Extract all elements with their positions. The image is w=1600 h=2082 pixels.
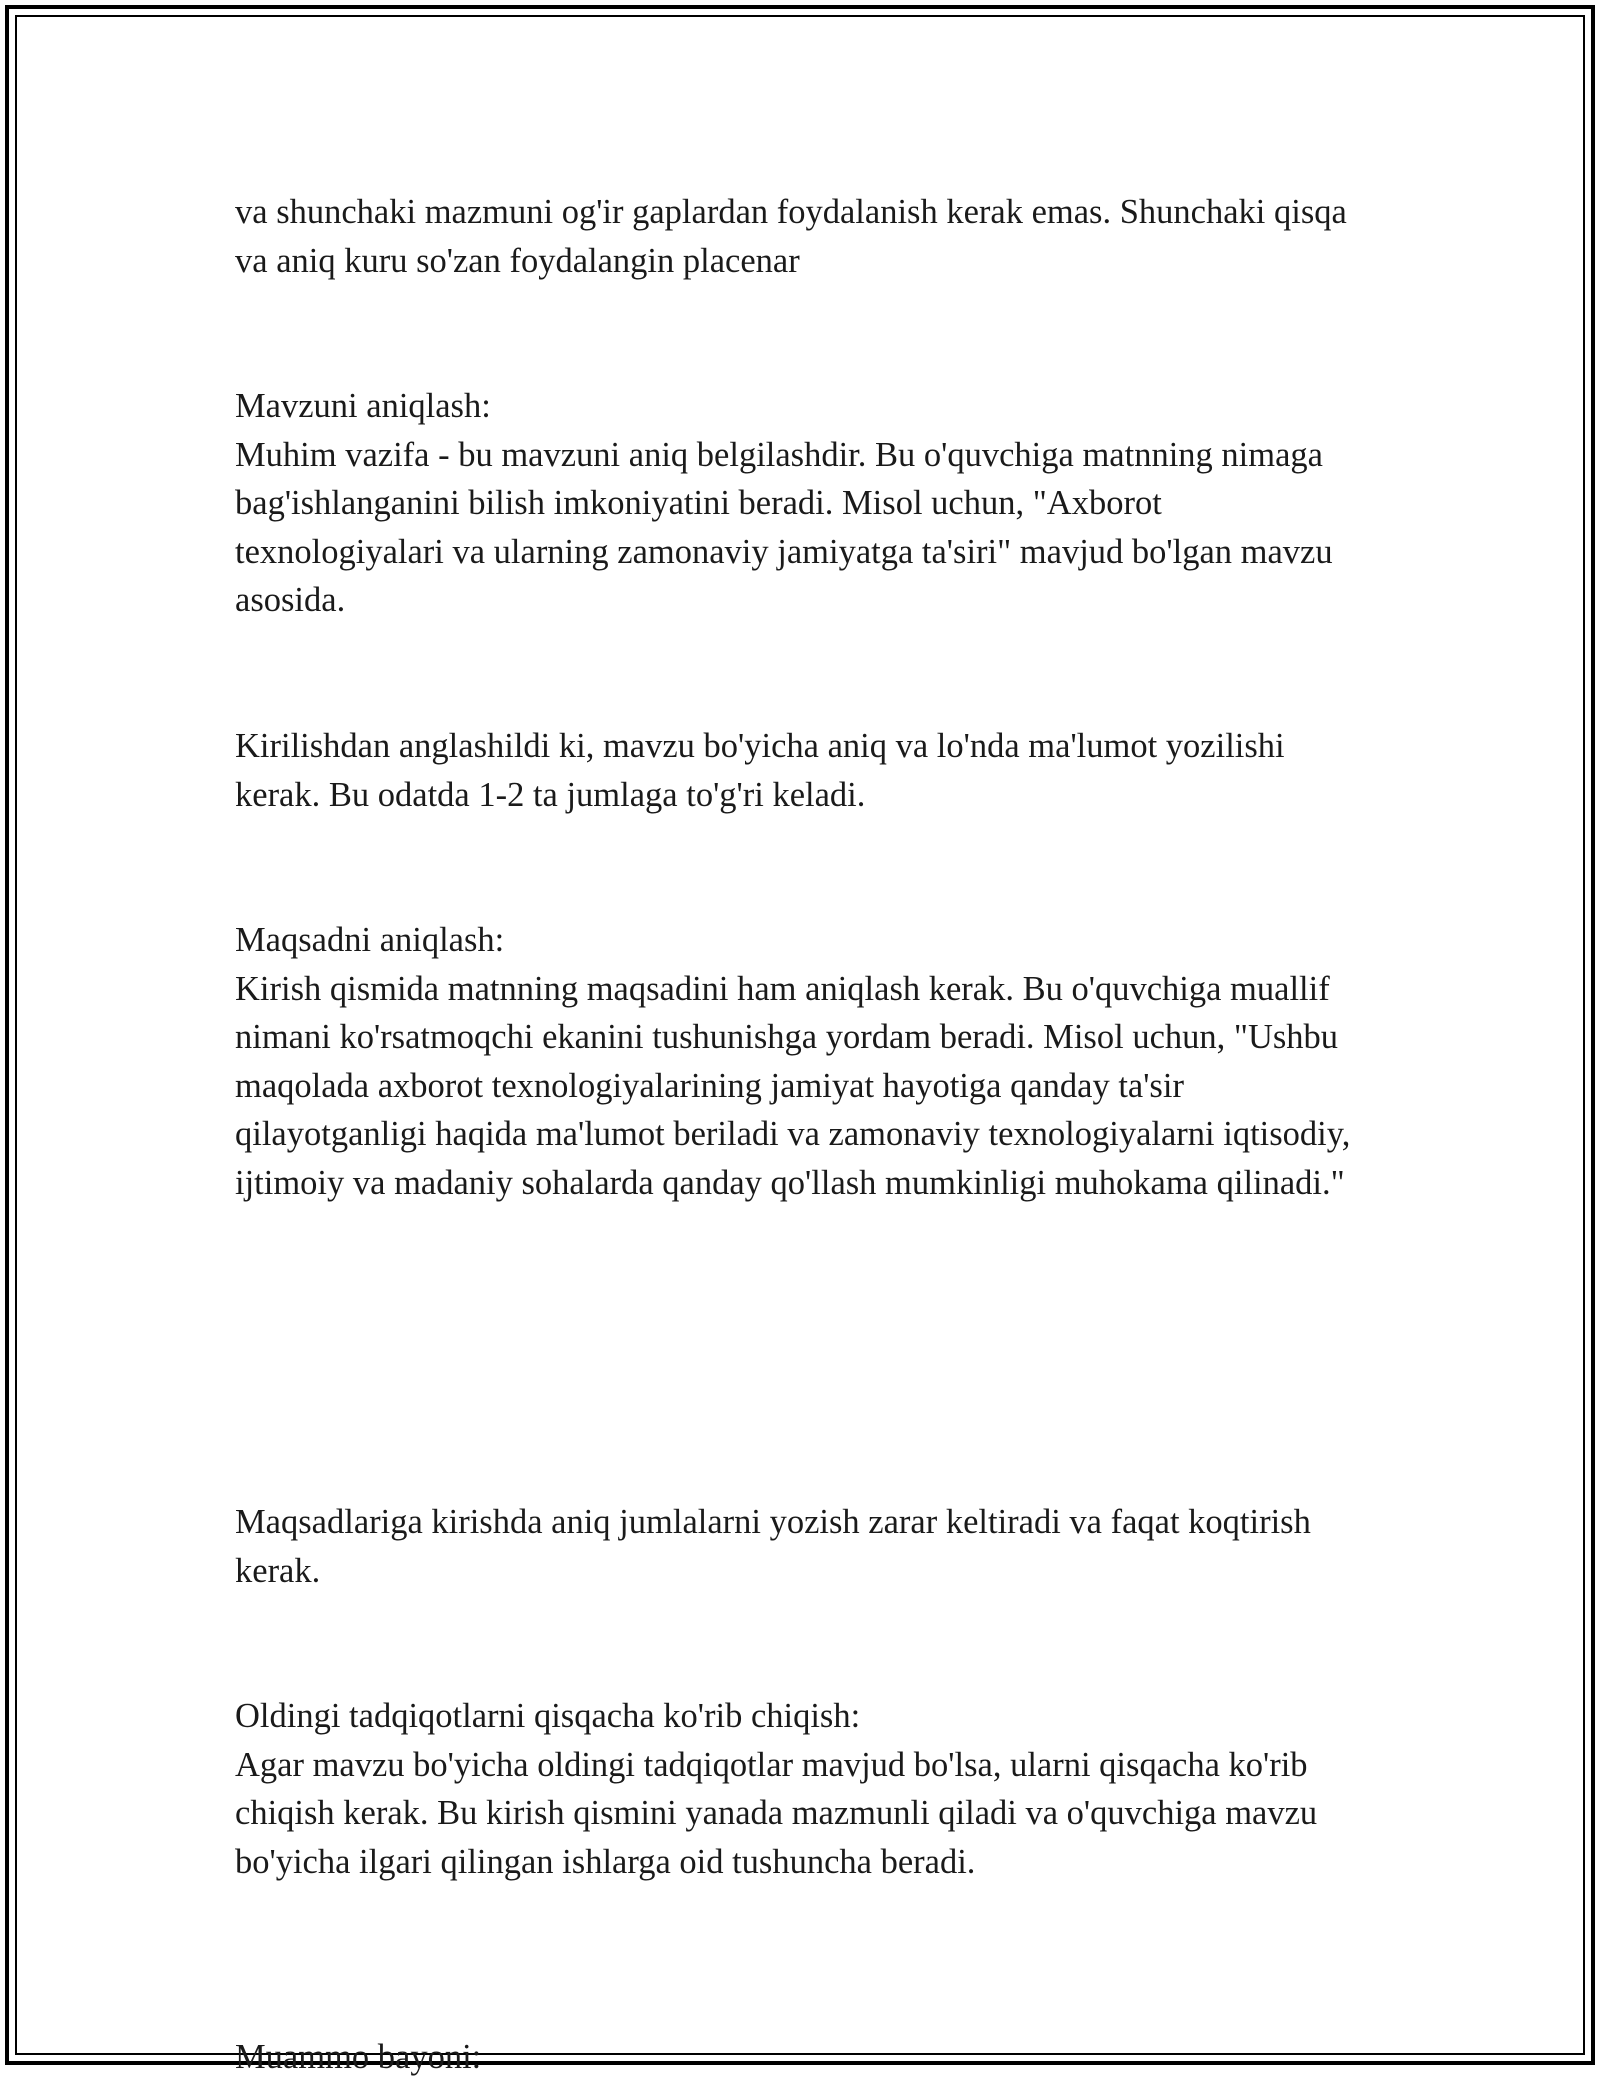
paragraph-kirilishdan — [235, 722, 1365, 819]
paragraph-maqsadni-aniqlash — [235, 916, 1365, 1207]
section-heading: Maqsadni aniqlash: — [235, 921, 505, 959]
paragraph-oldingi-tadqiqotlar — [235, 1692, 1365, 1886]
section-heading: Mavzuni aniqlash: — [235, 387, 491, 425]
paragraph-text: Kirilishdan anglashildi ki, mavzu bo'yicha aniq va lo'nda ma'lumot yozilishi kerak. Bu odatda 1-2 ta jumlaga to'g'ri keladi. — [235, 727, 1285, 814]
section-heading: Muammo bayoni: — [235, 2038, 482, 2076]
paragraph-mavzuni-aniqlash — [235, 382, 1365, 625]
paragraph-text: Muhim vazifa - bu mavzuni aniq belgilashdir. Bu o'quvchiga matnning nimaga bag'ishlanganini bilish imkoniyatini beradi. Misol uchun, "Axborot texnologiyalari va ularning zamonaviy jamiyatga ta'siri" mavjud bo'lgan mavzu asosida. — [235, 435, 1333, 619]
paragraph-muammo-bayoni — [235, 2033, 1365, 2082]
section-heading: Oldingi tadqiqotlarni qisqacha ko'rib chiqish: — [235, 1697, 861, 1735]
paragraph-maqsadlariga — [235, 1498, 1365, 1595]
paragraph-text: va shunchaki mazmuni og'ir gaplardan foydalanish kerak emas. Shunchaki qisqa va aniq kuru so'zan foydalangin placenar — [235, 193, 1347, 280]
paragraph-text: Agar mavzu bo'yicha oldingi tadqiqotlar mavjud bo'lsa, ularni qisqacha ko'rib chiqish kerak. Bu kirish qismini yanada mazmunli qiladi va o'quvchiga mavzu bo'yicha ilgari qilingan ishlarga oid tushuncha beradi. — [235, 1745, 1318, 1881]
paragraph-text: Kirish qismida matnning maqsadini ham aniqlash kerak. Bu o'quvchiga muallif nimani ko'rsatmoqchi ekanini tushunishga yordam beradi. Misol uchun, "Ushbu maqolada axborot texnologiyalarining jamiyat hayotiga qanday ta'sir qilayotganligi haqida ma'lumot beriladi va zamonaviy texnologiyalarni iqtisodiy, ijtimoiy va madaniy sohalarda qanday qo'llash mumkinligi muhokama qilinadi." — [235, 969, 1351, 1202]
paragraph-intro-continuation — [235, 188, 1365, 285]
paragraph-text: Maqsadlariga kirishda aniq jumlalarni yozish zarar keltiradi va faqat koqtirish kerak. — [235, 1503, 1311, 1590]
